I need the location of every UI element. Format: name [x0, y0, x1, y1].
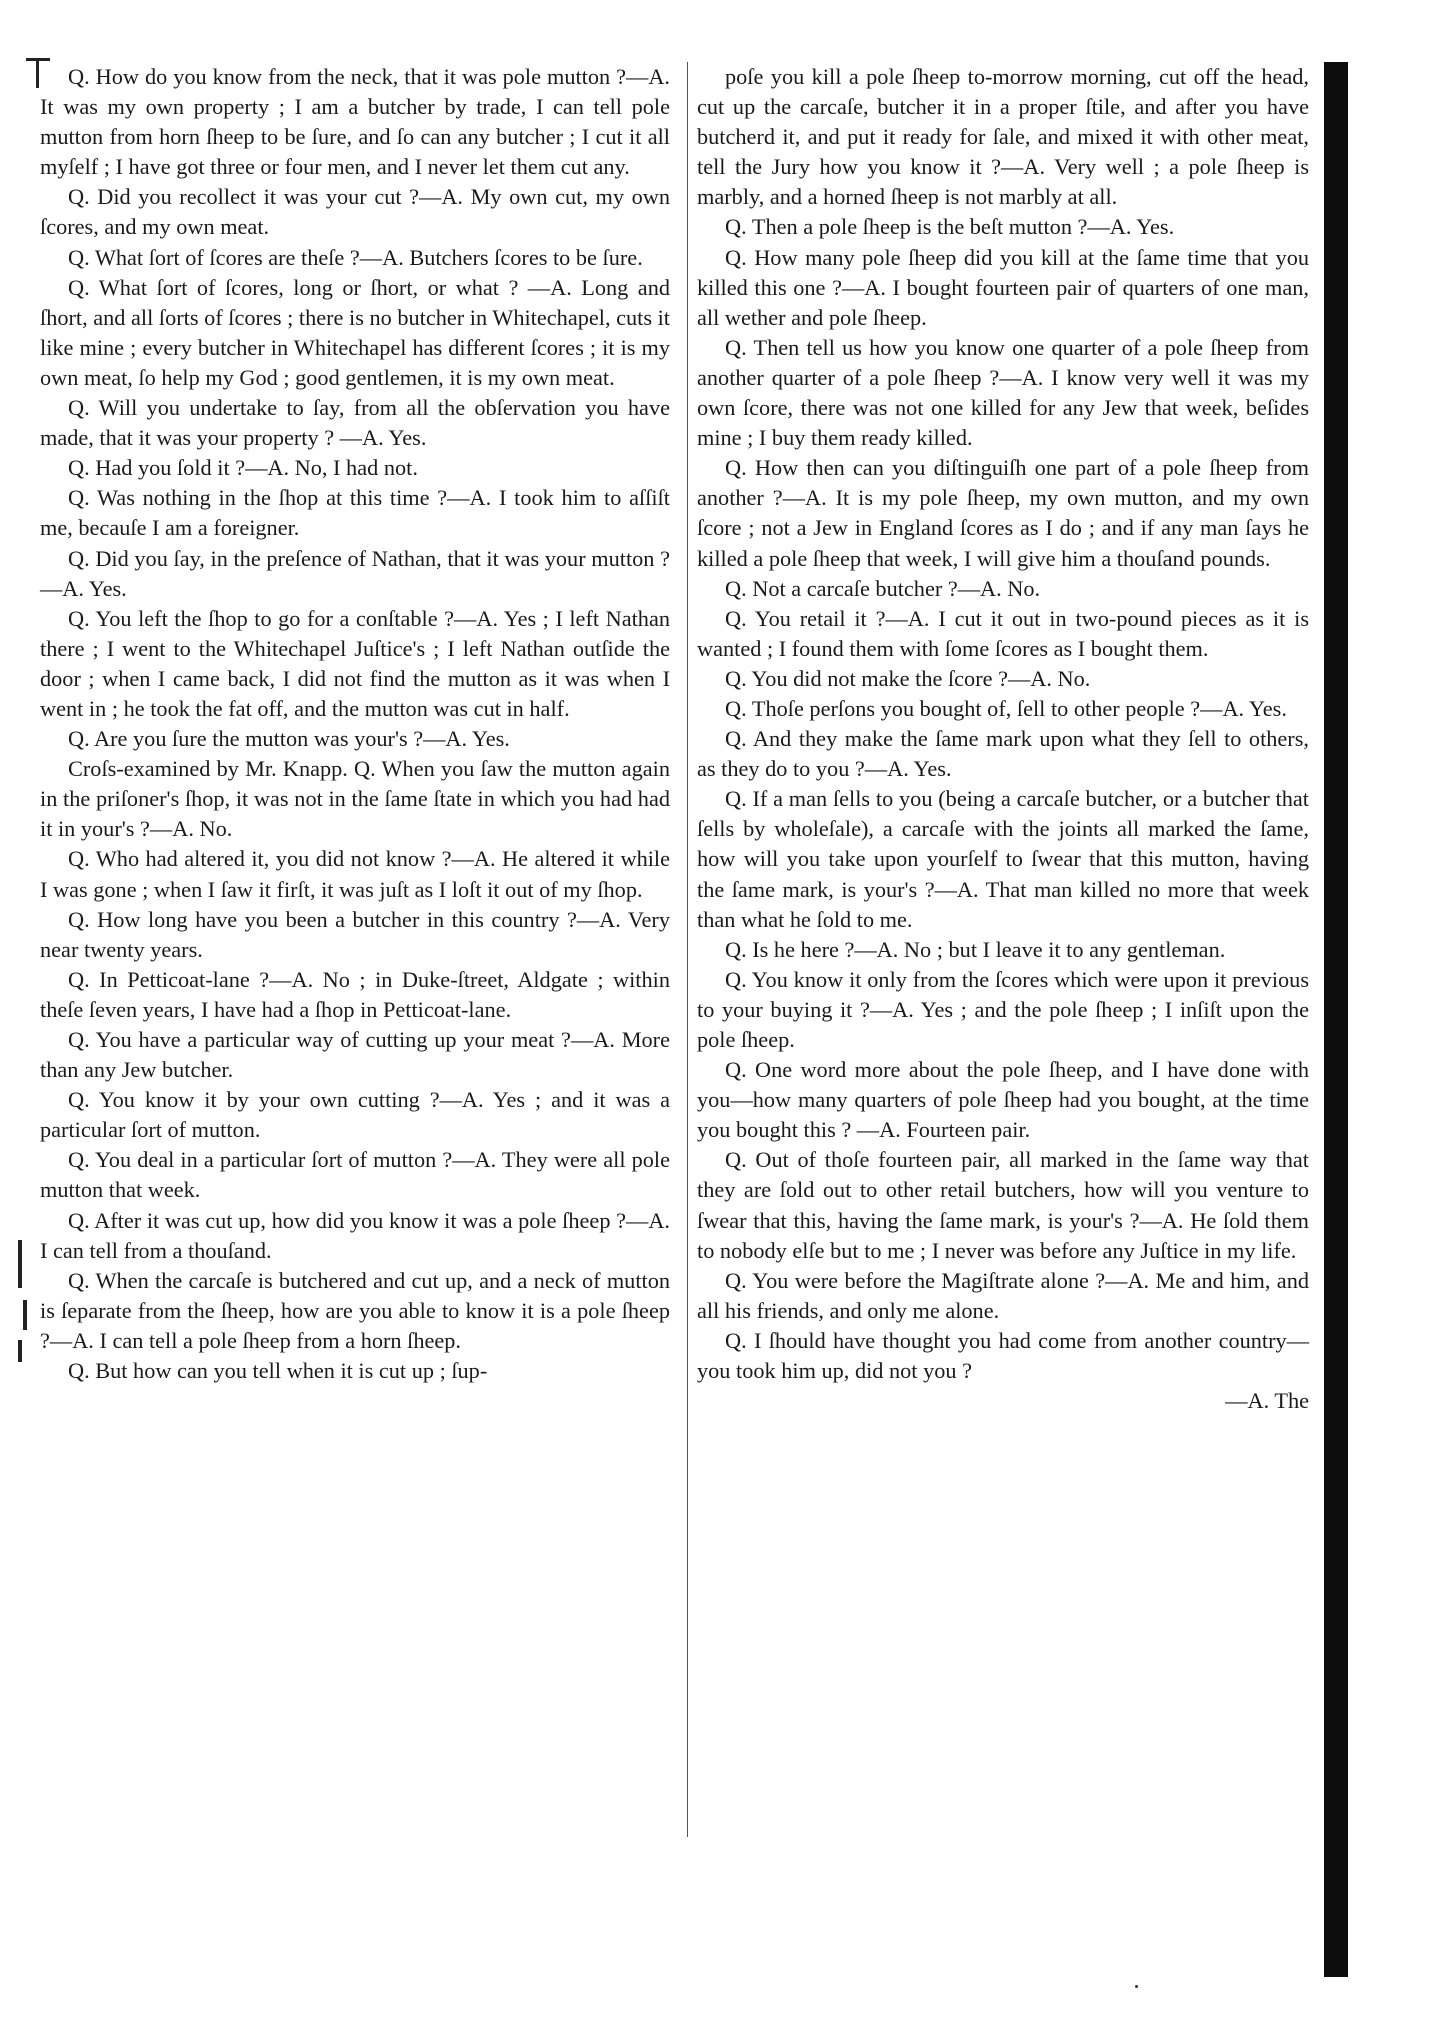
- paragraph: Q. You were before the Magiſtrate alone ?—A. Me and him, and all his friends, and only me alone.: [697, 1267, 1309, 1323]
- paragraph: Q. Did you ſay, in the preſence of Nathan, that it was your mutton ?—A. Yes.: [40, 545, 670, 601]
- paragraph: Q. How then can you diſtinguiſh one part of a pole ſheep from another ?—A. It is my pole ſheep, my own mutton, and my own ſcore ; not a Jew in England ſcores as I do ; and if any man ſays he killed a pole ſheep that week, I will give him a thouſand pounds.: [697, 455, 1309, 571]
- paragraph: Q. Who had altered it, you did not know ?—A. He altered it while I was gone ; when I ſaw it firſt, it was juſt as I loſt it out of my ſhop.: [40, 846, 670, 902]
- paragraph: Q. Had you ſold it ?—A. No, I had not.: [68, 455, 418, 481]
- paragraph: Q. You know it by your own cutting ?—A. Yes ; and it was a particular ſort of mutton.: [40, 1087, 670, 1143]
- page-speck: [1135, 1985, 1138, 1988]
- paragraph: Q. Thoſe perſons you bought of, ſell to other people ?—A. Yes.: [725, 695, 1287, 721]
- paragraph: Q. You retail it ?—A. I cut it out in two-pound pieces as it is wanted ; I found them with ſome ſcores as I bought them.: [697, 605, 1309, 661]
- paragraph: Q. What ſort of ſcores are theſe ?—A. Butchers ſcores to be ſure.: [68, 244, 643, 270]
- paragraph: Q. Will you undertake to ſay, from all the obſervation you have made, that it was your property ? —A. Yes.: [40, 395, 670, 451]
- left-bracket-stem: [36, 58, 39, 88]
- left-margin-marks: [18, 1240, 30, 1370]
- catchword: —A. The: [1225, 1388, 1309, 1414]
- paragraph: Q. How long have you been a butcher in this country ?—A. Very near twenty years.: [40, 906, 670, 962]
- paragraph: Q. How many pole ſheep did you kill at the ſame time that you killed this one ?—A. I bought fourteen pair of quarters of one man, all wether and pole ſheep.: [697, 244, 1309, 330]
- paragraph: Q. Then tell us how you know one quarter of a pole ſheep from another quarter of a pole ſheep ?—A. I know very well it was my own ſcore, there was not one killed for any Jew that week, beſides mine ; I buy them ready killed.: [697, 334, 1309, 451]
- paragraph: Q. If a man ſells to you (being a carcaſe butcher, or a butcher that ſells by wholeſale), a carcaſe with the joints all marked the ſame, how will you take upon yourſelf to ſwear that this mutton, having the ſame mark, is your's ?—A. That man killed no more that week than what he ſold to me.: [697, 786, 1309, 932]
- paragraph: Q. After it was cut up, how did you know it was a pole ſheep ?—A. I can tell from a thouſand.: [40, 1207, 670, 1263]
- paragraph: Q. Are you ſure the mutton was your's ?—A. Yes.: [68, 726, 510, 752]
- paragraph: Q. Then a pole ſheep is the beſt mutton ?—A. Yes.: [725, 214, 1175, 240]
- paragraph: Q. But how can you tell when it is cut up ; ſup-: [68, 1358, 488, 1384]
- left-column: [40, 62, 670, 1386]
- paragraph: Q. You deal in a particular ſort of mutton ?—A. They were all pole mutton that week.: [40, 1147, 670, 1203]
- paragraph: poſe you kill a pole ſheep to-morrow morning, cut off the head, cut up the carcaſe, butcher it in a proper ſtile, and after you have butcherd it, and put it ready for ſale, and mixed it with other meat, tell the Jury how you know it ?—A. Very well ; a pole ſheep is marbly, and a horned ſheep is not marbly at all.: [697, 64, 1309, 210]
- paragraph: Q. Was nothing in the ſhop at this time ?—A. I took him to aſſiſt me, becauſe I am a foreigner.: [40, 485, 670, 541]
- paragraph: Q. Is he here ?—A. No ; but I leave it to any gentleman.: [725, 936, 1226, 962]
- paragraph: Q. You have a particular way of cutting up your meat ?—A. More than any Jew butcher.: [40, 1027, 670, 1083]
- paragraph: Q. You left the ſhop to go for a conſtable ?—A. Yes ; I left Nathan there ; I went to the Whitechapel Juſtice's ; I left Nathan outſide the door ; when I came back, I did not find the mutton as it was when I went in ; he took the fat off, and the mutton was cut in half.: [40, 605, 670, 721]
- paragraph: Q. Not a carcaſe butcher ?—A. No.: [725, 575, 1041, 601]
- paragraph: Q. When the carcaſe is butchered and cut up, and a neck of mutton is ſeparate from the ſheep, how are you able to know it is a pole ſheep ?—A. I can tell a pole ſheep from a horn ſheep.: [40, 1267, 670, 1353]
- column-divider: [687, 62, 688, 1837]
- paragraph: Q. And they make the ſame mark upon what they ſell to others, as they do to you ?—A. Yes.: [697, 726, 1309, 782]
- paragraph: Q. What ſort of ſcores, long or ſhort, or what ? —A. Long and ſhort, and all ſorts of ſcores ; there is no butcher in Whitechapel, cuts it like mine ; every butcher in Whitechapel has different ſcores ; it is my own meat, ſo help my God ; good gentlemen, it is my own meat.: [40, 274, 670, 390]
- paragraph: Q. How do you know from the neck, that it was pole mutton ?—A. It was my own property ; I am a butcher by trade, I can tell pole mutton from horn ſheep to be ſure, and ſo can any butcher ; I cut it all myſelf ; I have got three or four men, and I never let them cut any.: [40, 64, 670, 180]
- paragraph: Q. You know it only from the ſcores which were upon it previous to your buying it ?—A. Yes ; and the pole ſheep ; I inſiſt upon the pole ſheep.: [697, 966, 1309, 1052]
- paragraph: Q. One word more about the pole ſheep, and I have done with you—how many quarters of pole ſheep had you bought, at the time you bought this ? —A. Fourteen pair.: [697, 1057, 1309, 1143]
- paragraph: Q. I ſhould have thought you had come from another country—you took him up, did not you ?: [697, 1327, 1309, 1384]
- right-margin-bar: [1324, 62, 1348, 1977]
- paragraph: Q. Did you recollect it was your cut ?—A. My own cut, my own ſcores, and my own meat.: [40, 184, 670, 240]
- right-column: [697, 62, 1309, 1416]
- paragraph: Q. You did not make the ſcore ?—A. No.: [725, 665, 1091, 691]
- paragraph: Q. In Petticoat-lane ?—A. No ; in Duke-ſtreet, Aldgate ; within theſe ſeven years, I have had a ſhop in Petticoat-lane.: [40, 966, 670, 1022]
- paragraph: Q. Out of thoſe fourteen pair, all marked in the ſame way that they are ſold out to other retail butchers, how will you venture to ſwear that this, having the ſame mark, is your's ?—A. He ſold them to nobody elſe but to me ; I never was before any Juſtice in my life.: [697, 1147, 1309, 1263]
- paragraph: Croſs-examined by Mr. Knapp. Q. When you ſaw the mutton again in the priſoner's ſhop, it was not in the ſame ſtate in which you had had it in your's ?—A. No.: [40, 756, 670, 842]
